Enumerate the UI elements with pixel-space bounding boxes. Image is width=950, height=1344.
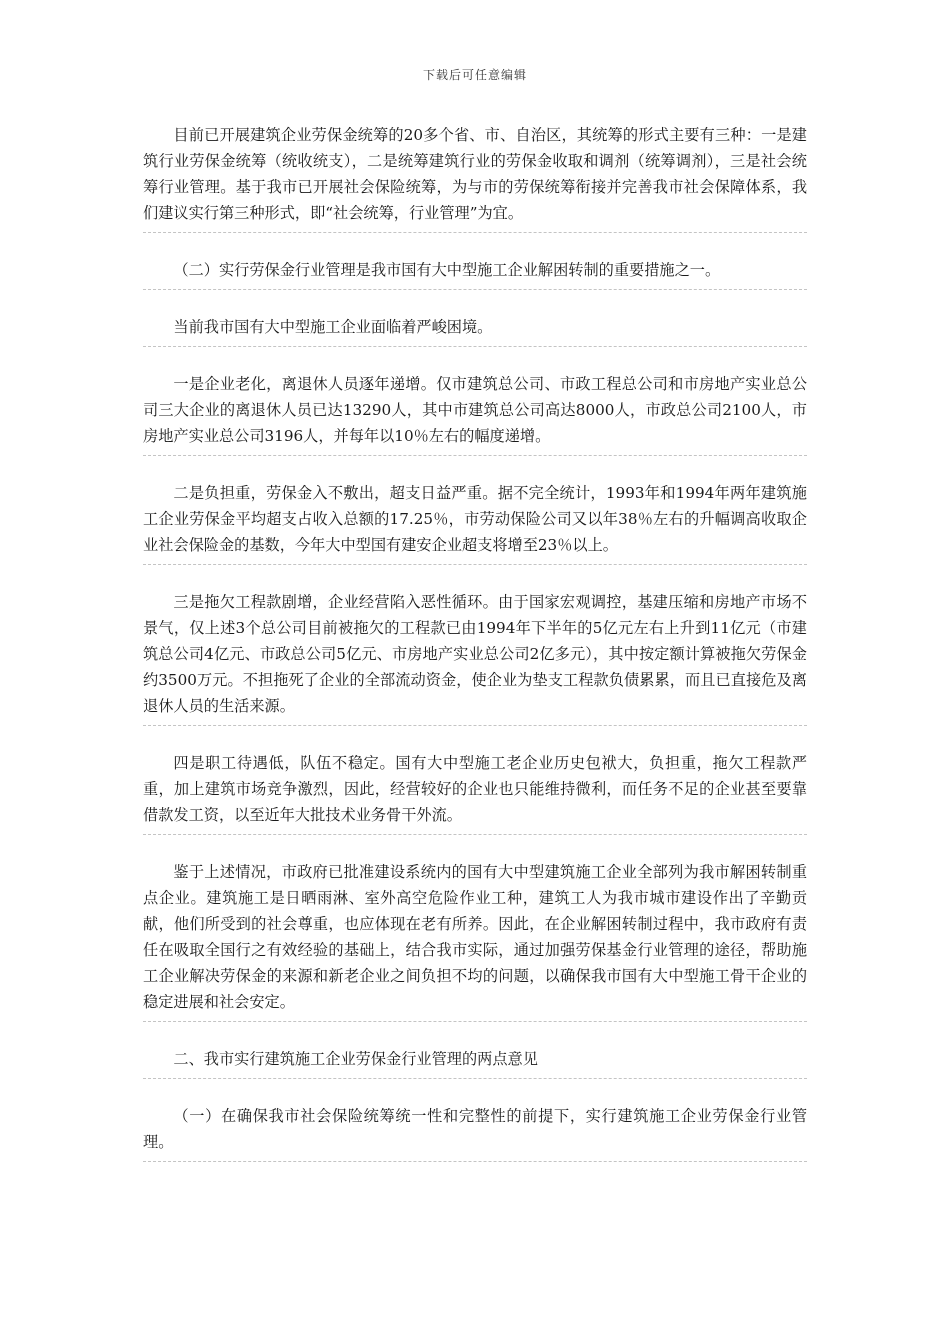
paragraph-3: 当前我市国有大中型施工企业面临着严峻困境。 — [173, 318, 493, 336]
dashed-divider — [143, 564, 807, 565]
paragraph-6: 三是拖欠工程款剧增，企业经营陷入恶性循环。由于国家宏观调控，基建压缩和房地产市场不景气，仅上述3个总公司目前被拖欠的工程款已由1994年下半年的5亿元左右上升到11亿元（市建筑总公司4亿元、市政总公司5亿元、市房地产实业总公司2亿多元），其中按定额计算被拖欠劳保金约3500万元。不担拖死了企业的全部流动资金，使企业为垫支工程款负债累累，而且已直接危及离退休人员的生活来源。 — [143, 593, 807, 715]
dashed-divider — [143, 834, 807, 835]
paragraph-5: 二是负担重，劳保金入不敷出，超支日益严重。据不完全统计，1993年和1994年两年建筑施工企业劳保金平均超支占收入总额的17.25％，市劳动保险公司又以年38％左右的升幅调高收取企业社会保险金的基数，今年大中型国有建安企业超支将增至23％以上。 — [143, 484, 807, 554]
dashed-divider — [143, 232, 807, 233]
dashed-divider — [143, 725, 807, 726]
dashed-divider — [143, 289, 807, 290]
paragraph-7: 四是职工待遇低，队伍不稳定。国有大中型施工老企业历史包袱大，负担重，拖欠工程款严重，加上建筑市场竞争激烈，因此，经营较好的企业也只能维持微利，而任务不足的企业甚至要靠借款发工资，以至近年大批技术业务骨干外流。 — [143, 754, 807, 824]
paragraph-1: 目前已开展建筑企业劳保金统筹的20多个省、市、自治区，其统筹的形式主要有三种：一是建筑行业劳保金统筹（统收统支），二是统筹建筑行业的劳保金收取和调剂（统筹调剂），三是社会统筹行业管理。基于我市已开展社会保险统筹，为与市的劳保统筹衔接并完善我市社会保障体系，我们建议实行第三种形式，即“社会统筹，行业管理”为宜。 — [143, 126, 807, 222]
paragraph-2: （二）实行劳保金行业管理是我市国有大中型施工企业解困转制的重要措施之一。 — [173, 261, 721, 279]
section-heading: 二、我市实行建筑施工企业劳保金行业管理的两点意见 — [173, 1050, 538, 1068]
paragraph-4: 一是企业老化，离退休人员逐年递增。仅市建筑总公司、市政工程总公司和市房地产实业总公司三大企业的离退休人员已达13290人，其中市建筑总公司高达8000人，市政总公司2100人，市房地产实业总公司3196人，并每年以10％左右的幅度递增。 — [143, 375, 807, 445]
dashed-divider — [143, 1078, 807, 1079]
document-body — [143, 122, 807, 1186]
dashed-divider — [143, 1021, 807, 1022]
paragraph-10: （一）在确保我市社会保险统筹统一性和完整性的前提下，实行建筑施工企业劳保金行业管理。 — [143, 1107, 807, 1151]
dashed-divider — [143, 346, 807, 347]
page-header: 下载后可任意编辑 — [422, 68, 527, 82]
paragraph-8: 鉴于上述情况，市政府已批准建设系统内的国有大中型建筑施工企业全部列为我市解困转制重点企业。建筑施工是日晒雨淋、室外高空危险作业工种，建筑工人为我市城市建设作出了辛勤贡献，他们所受到的社会尊重，也应体现在老有所养。因此，在企业解困转制过程中，我市政府有责任在吸取全国行之有效经验的基础上，结合我市实际，通过加强劳保基金行业管理的途径，帮助施工企业解决劳保金的来源和新老企业之间负担不均的问题，以确保我市国有大中型施工骨干企业的稳定进展和社会安定。 — [143, 863, 807, 1011]
dashed-divider — [143, 455, 807, 456]
dashed-divider — [143, 1161, 807, 1162]
